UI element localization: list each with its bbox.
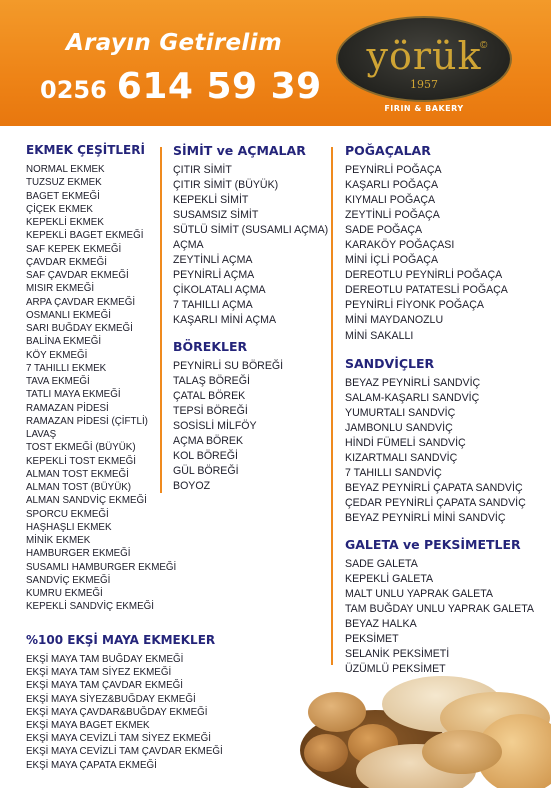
menu-item: KARAKÖY POĞAÇASI <box>345 239 455 252</box>
menu-item: ZEYTİNLİ POĞAÇA <box>345 209 440 222</box>
menu-item: SUSAMLI HAMBURGER EKMEĞİ <box>26 561 177 573</box>
bread-basket-image <box>290 668 551 788</box>
menu-item: JAMBONLU SANDVİÇ <box>345 421 453 434</box>
menu-item: PEYNİRLİ AÇMA <box>173 268 255 281</box>
menu-item: SADE GALETA <box>345 558 418 571</box>
menu-item: ÇİKOLATALI AÇMA <box>173 283 266 296</box>
borek-heading: BÖREKLER <box>173 339 248 355</box>
menu-item: HİNDİ FÜMELİ SANDVİÇ <box>345 436 466 449</box>
menu-item: TOST EKMEĞİ (BÜYÜK) <box>26 442 136 454</box>
menu-item: MİNİ SAKALLI <box>345 329 414 342</box>
menu-item: KÖY EKMEĞİ <box>26 349 88 361</box>
menu-item: KIYMALI POĞAÇA <box>345 194 436 207</box>
menu-item: EKŞİ MAYA ÇAVDAR&BUĞDAY EKMEĞİ <box>26 706 208 718</box>
menu-item: SELANİK PEKSİMETİ <box>345 648 450 661</box>
logo-subtitle: FIRIN & BAKERY <box>384 104 464 113</box>
menu-item: SARI BUĞDAY EKMEĞİ <box>26 323 133 334</box>
menu-item: KAŞARLI MİNİ AÇMA <box>173 313 277 326</box>
menu-item: BEYAZ PEYNİRLİ SANDVİÇ <box>345 376 481 389</box>
menu-item: YUMURTALI SANDVİÇ <box>345 406 456 419</box>
logo-year: 1957 <box>410 78 438 91</box>
menu-item: SOSİSLİ MİLFÖY <box>173 420 257 433</box>
simit-list <box>173 163 333 327</box>
menu-item: TEPSİ BÖREĞİ <box>173 405 248 418</box>
galeta-heading: GALETA ve PEKSİMETLER <box>345 537 521 553</box>
menu-item: EKŞİ MAYA ÇAPATA EKMEĞİ <box>26 759 157 771</box>
logo-registered-mark: © <box>480 40 488 51</box>
galeta-list <box>345 557 545 677</box>
menu-item: ALMAN SANDVİÇ EKMEĞİ <box>26 495 147 507</box>
menu-item: KOL BÖREĞİ <box>173 450 238 463</box>
menu-item: SANDVİÇ EKMEĞİ <box>26 574 111 586</box>
borek-list <box>173 359 333 494</box>
logo-name: yörük <box>366 34 482 78</box>
call-slogan: Arayın Getirelim <box>66 30 283 56</box>
sandvic-section <box>345 356 545 526</box>
menu-item: NORMAL EKMEK <box>26 164 105 175</box>
menu-item: EKŞİ MAYA TAM BUĞDAY EKMEĞİ <box>26 654 184 665</box>
pogaca-heading: POĞAÇALAR <box>345 143 431 158</box>
phone-prefix: 0256 <box>40 76 107 104</box>
menu-item: ÇAVDAR EKMEĞİ <box>26 256 107 268</box>
menu-item: BOYOZ <box>173 480 211 493</box>
eksi-maya-heading: %100 EKŞİ MAYA EKMEKLER <box>26 633 216 647</box>
menu-item: SUSAMSIZ SİMİT <box>173 208 259 221</box>
menu-item: OSMANLI EKMEĞİ <box>26 309 111 321</box>
menu-item: ÇITIR SİMİT (BÜYÜK) <box>173 178 279 191</box>
menu-item: ÇEDAR PEYNİRLİ ÇAPATA SANDVİÇ <box>345 496 526 509</box>
simit-heading: SİMİT ve AÇMALAR <box>173 143 306 158</box>
menu-item: ÇİÇEK EKMEK <box>26 203 93 215</box>
menu-item: 7 TAHILLI AÇMA <box>173 298 253 311</box>
menu-item: MİNİ İÇLİ POĞAÇA <box>345 254 439 267</box>
header-banner <box>0 0 551 126</box>
eksi-maya-section <box>26 633 326 772</box>
menu-item: SAF ÇAVDAR EKMEĞİ <box>26 270 129 281</box>
menu-item: MISIR EKMEĞİ <box>26 283 95 295</box>
menu-item: PEKSİMET <box>345 633 399 646</box>
ekmek-list <box>26 163 177 614</box>
ekmek-section <box>26 143 177 614</box>
menu-item: ARPA ÇAVDAR EKMEĞİ <box>26 296 136 308</box>
menu-item: KIZARTMALI SANDVİÇ <box>345 451 458 464</box>
menu-item: LAVAŞ <box>26 429 57 440</box>
menu-item: BEYAZ HALKA <box>345 618 417 631</box>
menu-item: SALAM-KAŞARLI SANDVİÇ <box>345 391 480 404</box>
menu-item: KEPEKLİ EKMEK <box>26 217 104 228</box>
brand-logo <box>336 16 512 102</box>
menu-item: TATLI MAYA EKMEĞİ <box>26 389 121 401</box>
menu-item: PEYNİRLİ FİYONK POĞAÇA <box>345 299 484 312</box>
menu-item: KEPEKLİ SANDVİÇ EKMEĞİ <box>26 601 154 613</box>
menu-item: HAŞHAŞLI EKMEK <box>26 521 112 533</box>
menu-item: TAM BUĞDAY UNLU YAPRAK GALETA <box>345 603 534 616</box>
eksi-maya-list <box>26 653 326 772</box>
menu-item: SÜTLÜ SİMİT (SUSAMLI AÇMA) <box>173 223 329 236</box>
menu-item: DEREOTLU PEYNİRLİ POĞAÇA <box>345 269 503 282</box>
menu-item: BEYAZ PEYNİRLİ MİNİ SANDVİÇ <box>345 511 506 524</box>
menu-item: KUMRU EKMEĞİ <box>26 588 103 599</box>
menu-item: TALAŞ BÖREĞİ <box>173 375 250 388</box>
menu-item: KAŞARLI POĞAÇA <box>345 179 439 192</box>
menu-item: SAF KEPEK EKMEĞİ <box>26 243 122 255</box>
menu-item: BAGET EKMEĞİ <box>26 190 100 202</box>
menu-item: TUZSUZ EKMEK <box>26 177 102 189</box>
menu-item: ÇATAL BÖREK <box>173 390 246 403</box>
menu-item: ZEYTİNLİ AÇMA <box>173 253 253 266</box>
pogaca-column <box>345 143 545 677</box>
menu-item: ALMAN TOST (BÜYÜK) <box>26 482 132 493</box>
menu-item: MİNİK EKMEK <box>26 535 91 546</box>
menu-item: EKŞİ MAYA CEVİZLİ TAM SİYEZ EKMEĞİ <box>26 733 211 745</box>
pogaca-list <box>345 163 545 344</box>
menu-item: AÇMA BÖREK <box>173 435 244 448</box>
menu-item: EKŞİ MAYA CEVİZLİ TAM ÇAVDAR EKMEĞİ <box>26 746 223 758</box>
menu-item: 7 TAHILLI EKMEK <box>26 362 107 374</box>
menu-item: AÇMA <box>173 238 204 251</box>
borek-section <box>173 339 333 494</box>
menu-item: MİNİ MAYDANOZLU <box>345 314 444 327</box>
menu-item: BEYAZ PEYNİRLİ ÇAPATA SANDVİÇ <box>345 481 523 494</box>
menu-item: 7 TAHILLI SANDVİÇ <box>345 466 442 479</box>
menu-item: EKŞİ MAYA BAGET EKMEK <box>26 720 150 732</box>
simit-column <box>173 143 333 494</box>
menu-item: ÇITIR SİMİT <box>173 164 232 176</box>
phone-number[interactable] <box>40 66 322 107</box>
menu-item: GÜL BÖREĞİ <box>173 465 239 478</box>
menu-item: PEYNİRLİ POĞAÇA <box>345 164 442 176</box>
galeta-section <box>345 537 545 677</box>
menu-item: KEPEKLİ GALETA <box>345 573 434 586</box>
menu-item: EKŞİ MAYA TAM SİYEZ EKMEĞİ <box>26 667 172 679</box>
ekmek-heading: EKMEK ÇEŞİTLERİ <box>26 143 145 157</box>
menu-item: RAMAZAN PİDESİ (ÇİFTLİ) <box>26 415 148 427</box>
sandvic-list <box>345 376 545 526</box>
menu-item: EKŞİ MAYA SİYEZ&BUĞDAY EKMEĞİ <box>26 693 196 705</box>
menu-item: DEREOTLU PATATESLİ POĞAÇA <box>345 284 508 297</box>
menu-item: SADE POĞAÇA <box>345 224 423 237</box>
menu-item: HAMBURGER EKMEĞİ <box>26 548 131 560</box>
menu-item: PEYNİRLİ SU BÖREĞİ <box>173 360 284 373</box>
menu-item: KEPEKLİ BAGET EKMEĞİ <box>26 230 144 242</box>
menu-item: SPORCU EKMEĞİ <box>26 508 109 520</box>
menu-item: ALMAN TOST EKMEĞİ <box>26 468 129 480</box>
menu-item: RAMAZAN PİDESİ <box>26 402 109 414</box>
menu-item: ÜZÜMLÜ PEKSİMET <box>345 663 446 676</box>
menu-item: TAVA EKMEĞİ <box>26 376 90 387</box>
menu-item: MALT UNLU YAPRAK GALETA <box>345 588 493 601</box>
menu-item: KEPEKLİ SİMİT <box>173 193 249 206</box>
menu-item: BALİNA EKMEĞİ <box>26 336 102 348</box>
sandvic-heading: SANDVİÇLER <box>345 355 435 371</box>
menu-item: EKŞİ MAYA TAM ÇAVDAR EKMEĞİ <box>26 680 183 692</box>
phone-digits: 614 59 39 <box>116 66 322 107</box>
menu-item: KEPEKLİ TOST EKMEĞİ <box>26 455 136 467</box>
